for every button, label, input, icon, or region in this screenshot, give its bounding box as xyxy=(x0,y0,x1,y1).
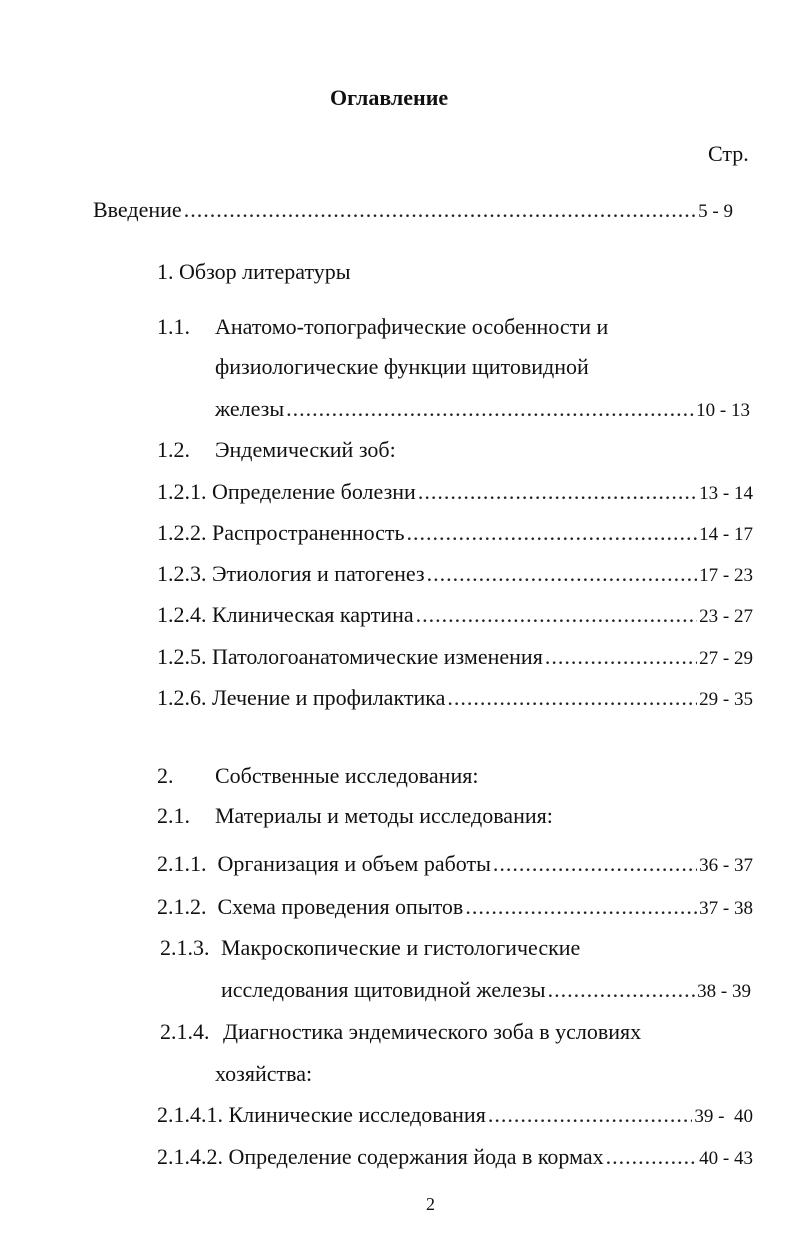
dot-leader xyxy=(488,1101,693,1129)
toc-chapter-2: Собственные исследования: xyxy=(215,763,479,788)
toc-entry-text: железы xyxy=(215,396,285,421)
toc-section-2-1-4-line2: хозяйства: xyxy=(215,1061,313,1086)
toc-entry-pages: 29 - 35 xyxy=(699,689,753,710)
toc-entry-text: 1.2.1. Определение болезни xyxy=(157,479,416,504)
dot-leader xyxy=(286,395,694,423)
toc-entry-pages: 14 - 17 xyxy=(699,524,753,545)
toc-entry-pages: 40 - 43 xyxy=(699,1148,753,1169)
dot-leader xyxy=(184,196,696,224)
toc-section-1-1-line2: физиологические функции щитовидной xyxy=(215,354,589,379)
toc-entry-1-2-6 xyxy=(157,684,753,714)
toc-entry-text: 1.2.2. Распространенность xyxy=(157,520,405,545)
toc-entry-pages: 37 - 38 xyxy=(699,898,753,919)
toc-entry-pages: 27 - 29 xyxy=(699,648,753,669)
toc-entry-2-1-2 xyxy=(157,893,753,923)
toc-chapter-number: 2. xyxy=(157,763,174,788)
toc-entry-1-2-4 xyxy=(157,601,753,631)
toc-entry-text: 1.2.5. Патологоанатомические изменения xyxy=(157,644,543,669)
toc-entry-1-2-5 xyxy=(157,643,753,673)
toc-entry-2-1-3 xyxy=(221,976,751,1006)
toc-section-1-1-line1: Анатомо-топографические особенности и xyxy=(215,314,609,339)
toc-entry-2-1-1 xyxy=(157,850,753,880)
dot-leader xyxy=(416,601,698,629)
toc-entry-pages: 13 - 14 xyxy=(699,483,753,504)
dot-leader xyxy=(407,519,698,547)
dot-leader xyxy=(427,560,698,588)
dot-leader xyxy=(606,1143,698,1171)
toc-section-2-1-3-line1: Макроскопические и гистологические xyxy=(221,935,581,960)
toc-entry-intro xyxy=(93,196,733,226)
toc-section-number: 2.1.3. xyxy=(160,935,210,960)
dot-leader xyxy=(493,850,697,878)
toc-entry-pages: 23 - 27 xyxy=(699,606,753,627)
toc-section-number: 2.1.4. xyxy=(160,1019,210,1044)
toc-section-number: 1.2. xyxy=(157,437,190,462)
dot-leader xyxy=(465,893,697,921)
page-number: 2 xyxy=(426,1194,435,1214)
toc-entry-text: исследования щитовидной железы xyxy=(221,977,546,1002)
toc-entry-pages: 10 - 13 xyxy=(696,400,750,421)
toc-entry-text: Введение xyxy=(93,197,182,222)
toc-entry-text: 2.1.1. Организация и объем работы xyxy=(157,851,491,876)
toc-entry-pages: 36 - 37 xyxy=(699,855,753,876)
toc-entry-text: 2.1.2. Схема проведения опытов xyxy=(157,894,464,919)
toc-entry-1-1 xyxy=(215,395,750,425)
toc-section-2-1-4-line1: Диагностика эндемического зоба в условиях xyxy=(223,1019,642,1044)
dot-leader xyxy=(545,643,697,671)
page-column-label: Стр. xyxy=(708,141,749,166)
toc-entry-text: 1.2.3. Этиология и патогенез xyxy=(157,561,425,586)
toc-title: Оглавление xyxy=(330,85,449,110)
toc-entry-pages: 38 - 39 xyxy=(697,981,751,1002)
toc-entry-text: 1.2.4. Клиническая картина xyxy=(157,602,414,627)
toc-entry-pages: 39 - 40 xyxy=(694,1106,753,1127)
toc-section-number: 1.1. xyxy=(157,314,190,339)
toc-entry-2-1-4-1 xyxy=(157,1101,753,1131)
dot-leader xyxy=(548,976,696,1004)
toc-entry-text: 1.2.6. Лечение и профилактика xyxy=(157,685,446,710)
toc-entry-pages: 17 - 23 xyxy=(699,565,753,586)
dot-leader xyxy=(447,684,697,712)
dot-leader xyxy=(418,478,697,506)
toc-entry-text: 2.1.4.2. Определение содержания йода в кормах xyxy=(157,1144,604,1169)
toc-entry-1-2-3 xyxy=(157,560,753,590)
toc-entry-pages: 5 - 9 xyxy=(698,201,733,222)
toc-section-1-2: Эндемический зоб: xyxy=(215,437,396,462)
toc-entry-text: 2.1.4.1. Клинические исследования xyxy=(157,1102,486,1127)
toc-entry-1-2-2 xyxy=(157,519,753,549)
toc-entry-2-1-4-2 xyxy=(157,1143,753,1173)
toc-entry-1-2-1 xyxy=(157,478,753,508)
toc-section-number: 2.1. xyxy=(157,803,190,828)
toc-chapter-1: 1. Обзор литературы xyxy=(157,259,351,284)
toc-section-2-1: Материалы и методы исследования: xyxy=(215,803,553,828)
